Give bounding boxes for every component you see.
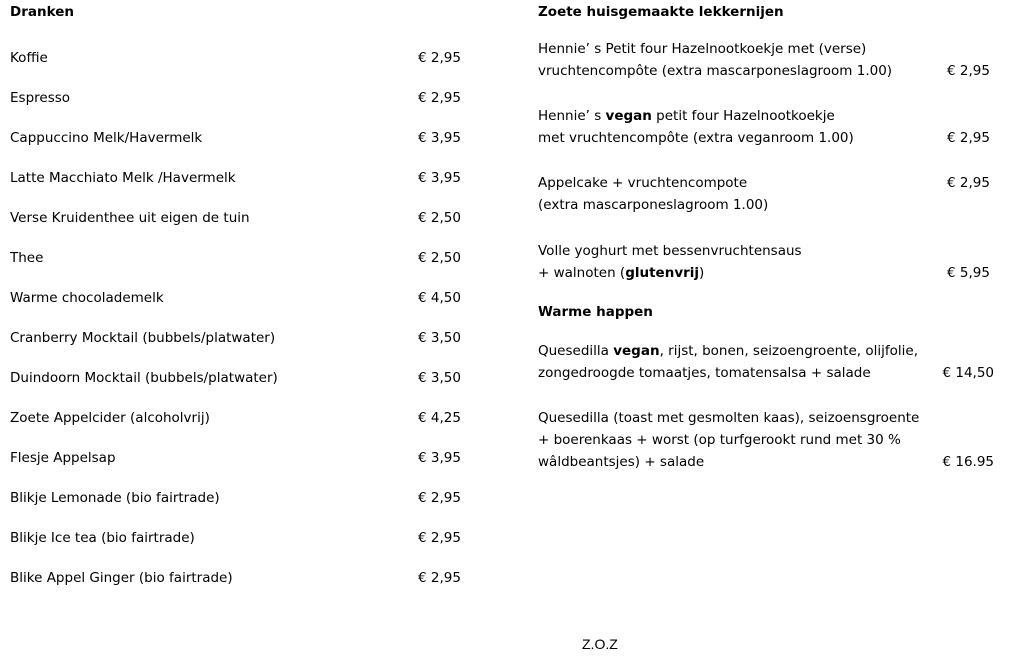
drink-name: Blike Appel Ginger (bio fairtrade) xyxy=(10,570,233,586)
drink-name: Zoete Appelcider (alcoholvrij) xyxy=(10,410,210,426)
drink-row xyxy=(10,90,465,106)
item-line: met vruchtencompôte (extra veganroom 1.00) xyxy=(538,130,854,146)
drink-row xyxy=(10,410,465,426)
drink-row xyxy=(10,570,465,586)
item-line: + boerenkaas + worst (op turfgerookt rund met 30 % xyxy=(538,432,901,448)
drink-price: € 3,95 xyxy=(418,170,461,186)
drink-name: Flesje Appelsap xyxy=(10,450,116,466)
item-price: € 16.95 xyxy=(942,454,994,470)
drink-row xyxy=(10,450,465,466)
drink-name: Warme chocolademelk xyxy=(10,290,164,306)
drinks-heading: Dranken xyxy=(10,4,74,20)
warm-heading: Warme happen xyxy=(538,304,653,320)
item-line: Quesedilla (toast met gesmolten kaas), seizoensgroente xyxy=(538,410,920,426)
item-line: (extra mascarponeslagroom 1.00) xyxy=(538,197,769,213)
text-part: + walnoten ( xyxy=(538,265,626,281)
drink-price: € 3,95 xyxy=(418,130,461,146)
drink-name: Thee xyxy=(10,250,44,266)
drink-price: € 2,50 xyxy=(418,250,461,266)
drink-price: € 2,95 xyxy=(418,530,461,546)
item-line xyxy=(538,340,998,362)
vegan-emphasis: vegan xyxy=(613,343,660,359)
drink-price: € 3,95 xyxy=(418,450,461,466)
drinks-column xyxy=(10,4,465,586)
item-price: € 14,50 xyxy=(942,365,994,381)
drink-name: Blikje Lemonade (bio fairtrade) xyxy=(10,490,220,506)
drink-price: € 2,50 xyxy=(418,210,461,226)
drink-row xyxy=(10,370,465,386)
drink-name: Verse Kruidenthee uit eigen de tuin xyxy=(10,210,250,226)
drink-price: € 2,95 xyxy=(418,90,461,106)
sweet-item-yoghurt xyxy=(538,240,998,284)
drink-name: Blikje Ice tea (bio fairtrade) xyxy=(10,530,195,546)
drink-row xyxy=(10,210,465,226)
item-line: Hennie’ s Petit four Hazelnootkoekje met (verse) xyxy=(538,41,867,57)
drinks-list xyxy=(10,50,465,586)
text-part: petit four Hazelnootkoekje xyxy=(651,108,835,124)
drink-price: € 2,95 xyxy=(418,570,461,586)
turn-over-note: Z.O.Z xyxy=(582,636,618,652)
menu-right-column xyxy=(538,4,998,473)
drink-row xyxy=(10,530,465,546)
drink-price: € 2,95 xyxy=(418,490,461,506)
drink-row xyxy=(10,490,465,506)
sweet-item-vegan-petit-four xyxy=(538,105,998,149)
item-price: € 5,95 xyxy=(947,265,990,281)
text-part: , rijst, bonen, seizoengroente, olijfolie, xyxy=(659,343,918,359)
warm-item-quesedilla-vegan xyxy=(538,340,998,384)
item-line: vruchtencompôte (extra mascarponeslagroom 1.00) xyxy=(538,63,893,79)
item-price: € 2,95 xyxy=(947,175,990,191)
text-part: Quesedilla xyxy=(538,343,614,359)
text-part: ) xyxy=(699,265,705,281)
sweets-heading: Zoete huisgemaakte lekkernijen xyxy=(538,4,784,20)
item-line: Volle yoghurt met bessenvruchtensaus xyxy=(538,243,802,259)
drink-name: Cappuccino Melk/Havermelk xyxy=(10,130,203,146)
drink-price: € 4,25 xyxy=(418,410,461,426)
item-price: € 2,95 xyxy=(947,63,990,79)
sweet-item-petit-four xyxy=(538,38,998,82)
drink-row xyxy=(10,50,465,66)
item-price: € 2,95 xyxy=(947,130,990,146)
drink-row xyxy=(10,250,465,266)
warm-item-quesedilla-kaas xyxy=(538,407,998,473)
glutenvrij-emphasis: glutenvrij xyxy=(625,265,700,281)
drink-price: € 3,50 xyxy=(418,370,461,386)
drink-row xyxy=(10,130,465,146)
drink-price: € 3,50 xyxy=(418,330,461,346)
item-line: wâldbeantsjes) + salade xyxy=(538,454,705,470)
drink-row xyxy=(10,330,465,346)
drink-name: Espresso xyxy=(10,90,71,106)
item-line xyxy=(538,105,998,127)
drink-price: € 4,50 xyxy=(418,290,461,306)
text-part: Hennie’ s xyxy=(538,108,606,124)
drink-name: Duindoorn Mocktail (bubbels/platwater) xyxy=(10,370,278,386)
drink-name: Koffie xyxy=(10,50,48,66)
drink-row xyxy=(10,290,465,306)
item-line: Appelcake + vruchtencompote xyxy=(538,175,748,191)
drink-name: Latte Macchiato Melk /Havermelk xyxy=(10,170,236,186)
sweet-item-appelcake xyxy=(538,172,998,216)
drink-row xyxy=(10,170,465,186)
vegan-emphasis: vegan xyxy=(605,108,652,124)
item-line: zongedroogde tomaatjes, tomatensalsa + salade xyxy=(538,365,871,381)
drink-name: Cranberry Mocktail (bubbels/platwater) xyxy=(10,330,276,346)
drink-price: € 2,95 xyxy=(418,50,461,66)
item-line xyxy=(538,262,998,284)
